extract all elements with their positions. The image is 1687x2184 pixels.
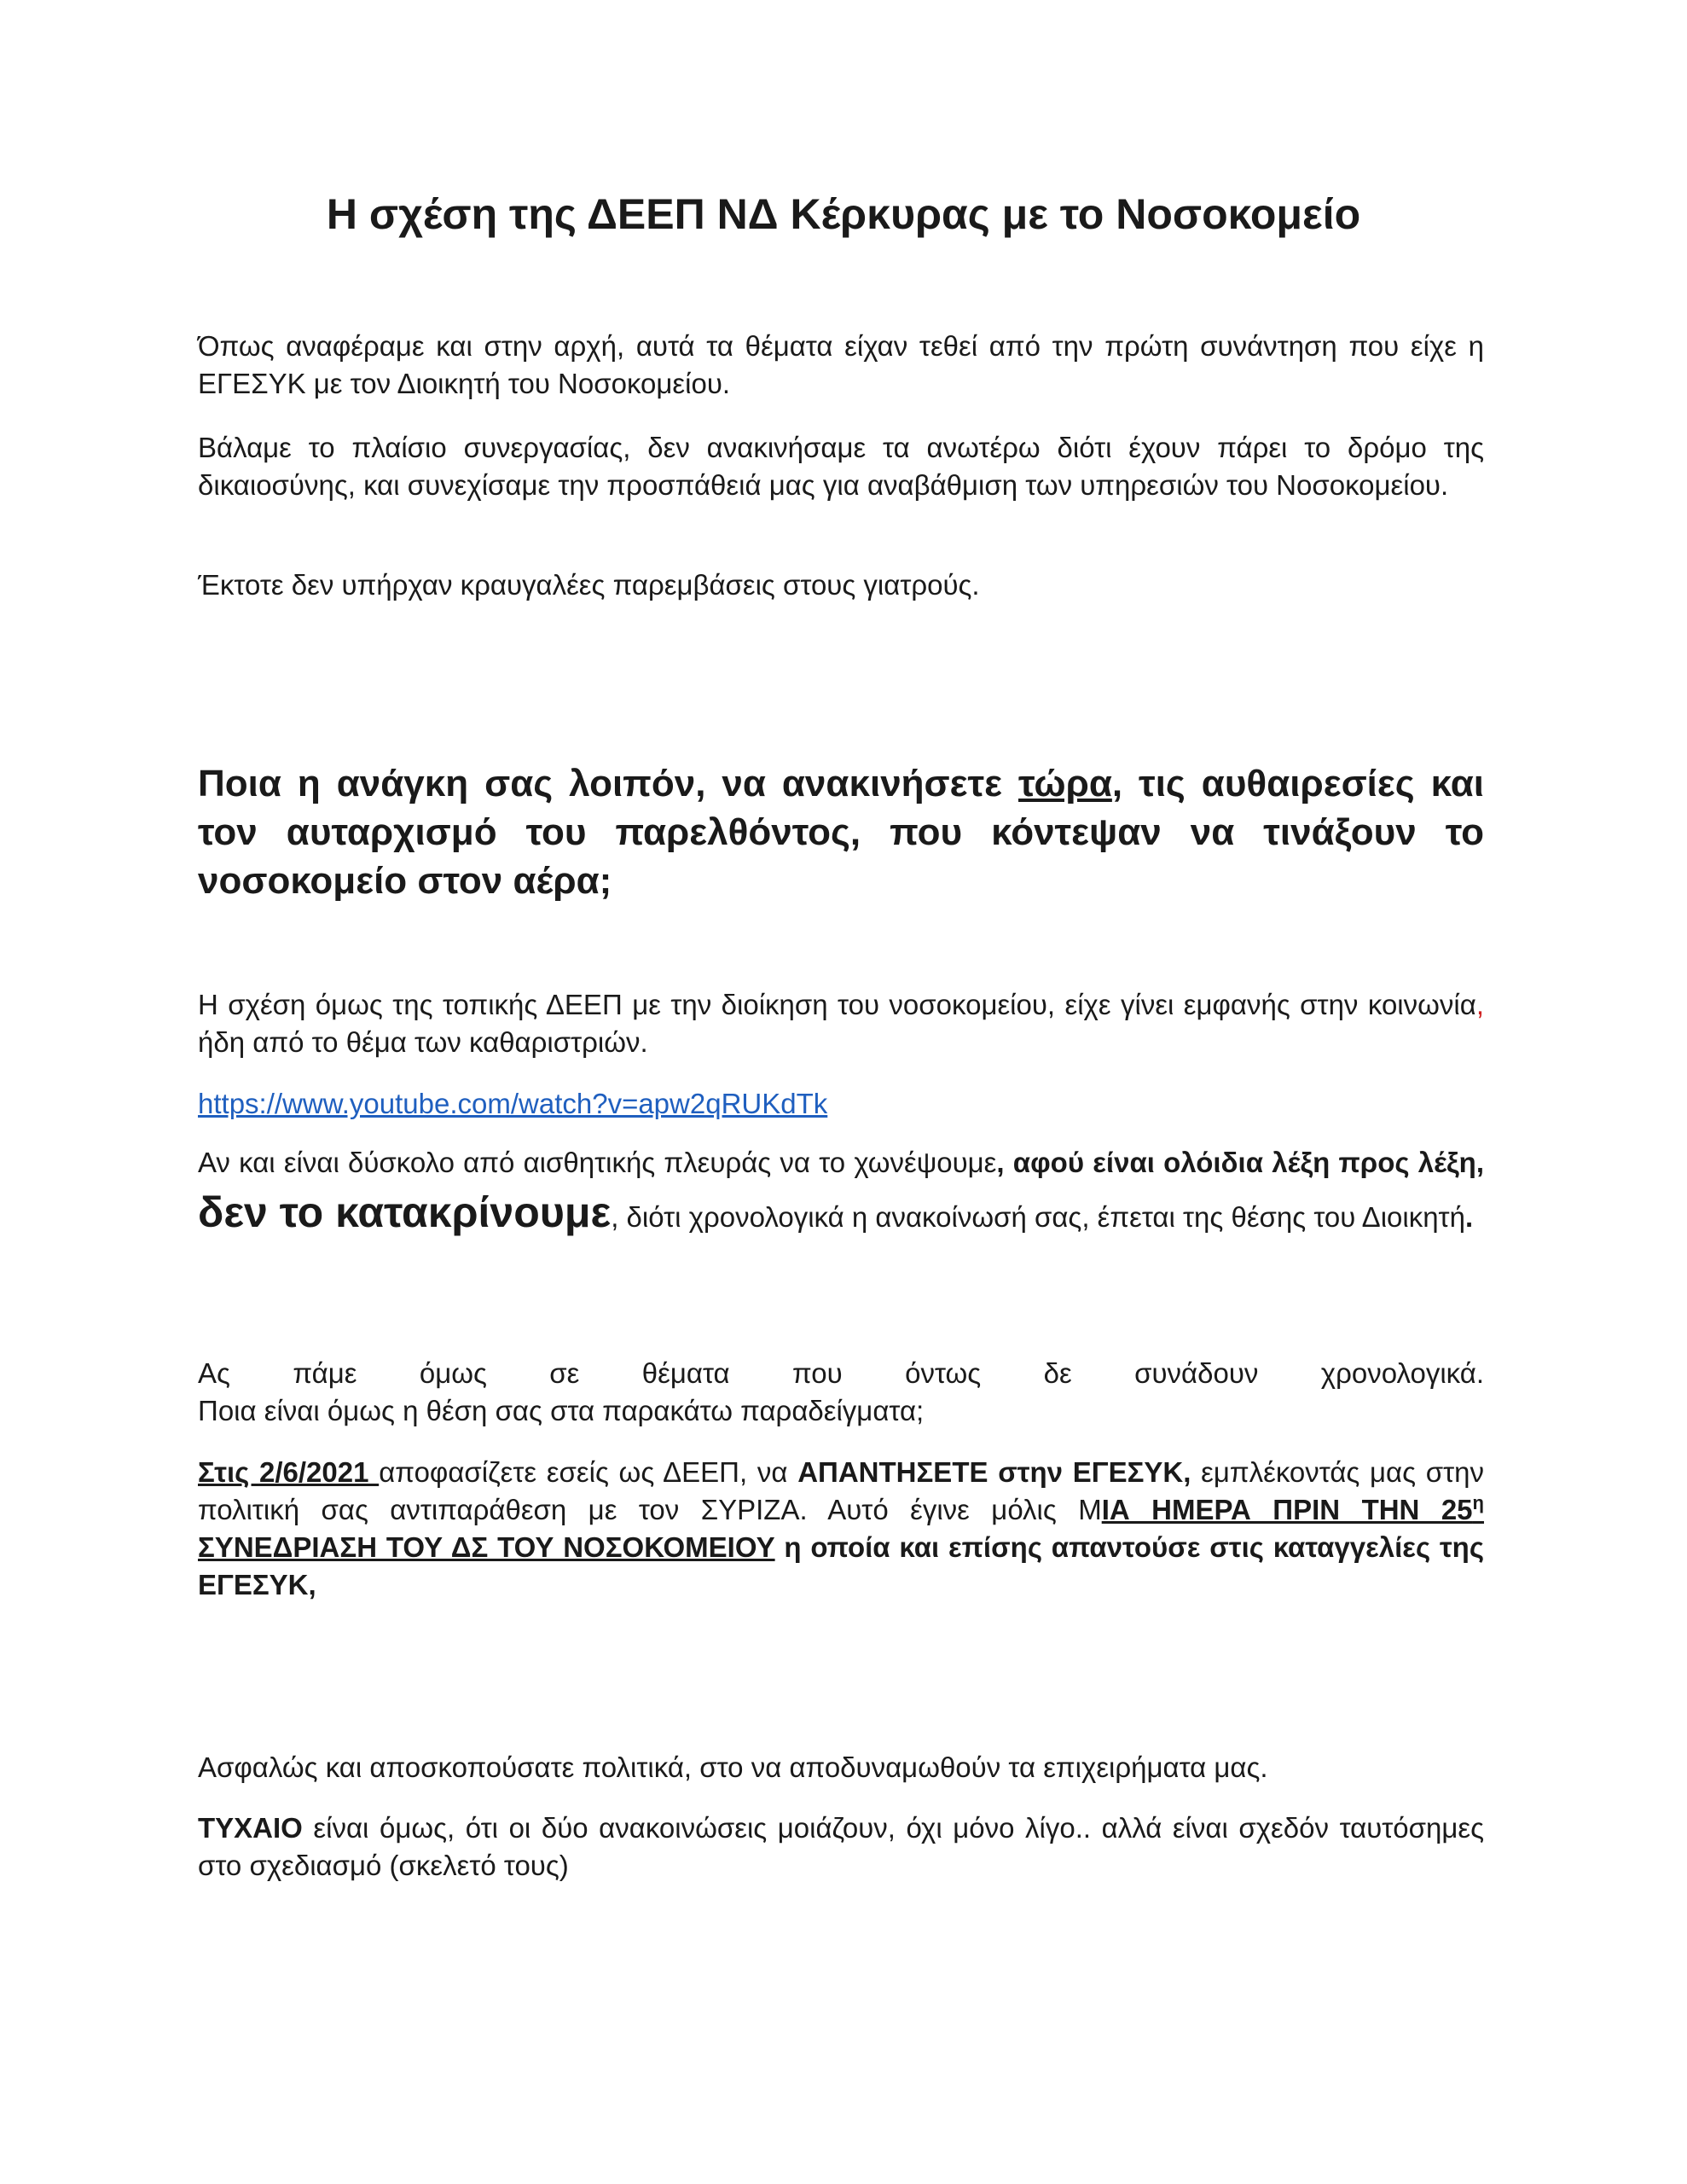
relationship-red-comma: , <box>1475 989 1484 1020</box>
youtube-link[interactable]: https://www.youtube.com/watch?v=apw2qRUKdTk <box>198 1088 828 1119</box>
ordinal-superscript: η <box>1472 1492 1484 1513</box>
june-text-d: εμπλέκοντάς μας στην πολιτική σας αντιπαράθεση με τον ΣΥΡΙΖΑ. Αυτό έγινε μόλις Μ <box>198 1456 1485 1525</box>
coincidence-emphasis: ΤΥΧΑΙΟ <box>198 1812 303 1844</box>
word-for-word-text-a: Αν και είναι δύσκολο από αισθητικής πλευράς να το χωνέψουμε <box>198 1147 997 1178</box>
not-condemn-emphasis: δεν το κατακρίνουμε <box>198 1188 612 1236</box>
link-paragraph <box>198 1085 1484 1123</box>
reply-emphasis: ΑΠΑΝΤΗΣΕΤΕ στην ΕΓΕΣΥΚ, <box>797 1456 1191 1488</box>
relationship-text-b: ήδη από το θέμα των καθαριστριών. <box>198 1026 648 1058</box>
word-for-word-period: . <box>1464 1201 1474 1233</box>
word-for-word-bold: , αφού είναι ολόιδια λέξη προς λέξη, <box>996 1147 1485 1178</box>
paragraph-political-aim: Ασφαλώς και αποσκοπούσατε πολιτικά, στο να αποδυναμωθούν τα επιχειρήματα μας. <box>198 1751 1268 1783</box>
board-meeting-text: ΣΥΝΕΔΡΙΑΣΗ ΤΟΥ ΔΣ ΤΟΥ ΝΟΣΟΚΟΜΕΙΟΥ <box>198 1531 775 1563</box>
page-title: Η σχέση της ΔΕΕΠ ΝΔ Κέρκυρας με το Νοσοκομείο <box>326 190 1361 238</box>
paragraph-relationship <box>198 986 1484 1061</box>
paragraph-june-response <box>198 1454 1484 1604</box>
heading-emphasis-now: τώρα <box>1018 763 1112 804</box>
date-emphasis: Στις 2/6/2021 <box>198 1456 380 1488</box>
paragraph-coincidence <box>198 1809 1484 1885</box>
relationship-text-a: Η σχέση όμως της τοπικής ΔΕΕΠ με την διοίκηση του νοσοκομείου, είχε γίνει εμφανής στην κοινωνία <box>198 989 1476 1020</box>
question-heading <box>198 759 1484 905</box>
paragraph-no-interventions: Έκτοτε δεν υπήρχαν κραυγαλέες παρεμβάσεις στους γιατρούς. <box>198 569 980 601</box>
june-text-g: η οποία και επίσης απαντούσε στις καταγγελίες της ΕΓΕΣΥΚ, <box>198 1531 1484 1600</box>
paragraph-chronology-line1: Ας πάμε όμως σε θέματα που όντως δε συνάδουν χρονολογικά. <box>198 1357 1484 1389</box>
paragraph-cooperation: Βάλαμε το πλαίσιο συνεργασίας, δεν ανακινήσαμε τα ανωτέρω διότι έχουν πάρει το δρόμο της δικαιοσύνης, και συνεχίσαμε την προσπάθειά μας για αναβάθμιση των υπηρεσιών του Νοσοκομείου. <box>198 432 1484 501</box>
word-for-word-text-d: , διότι χρονολογικά η ανακοίνωσή σας, έπεται της θέσης του Διοικητή <box>611 1201 1465 1233</box>
heading-part-c: , τις αυθαιρεσίες και τον αυταρχισμό του παρελθόντος, που κόντεψαν να τινάξουν το νοσοκομείο στον αέρα; <box>198 763 1484 902</box>
june-text-b: αποφασίζετε εσείς ως ΔΕΕΠ, να <box>379 1456 798 1488</box>
paragraph-word-for-word <box>198 1138 1484 1242</box>
one-day-before-text: ΙΑ ΗΜΕΡΑ ΠΡΙΝ ΤΗΝ 25 <box>1101 1494 1473 1525</box>
heading-part-a: Ποια η ανάγκη σας λοιπόν, να ανακινήσετε <box>198 763 1019 804</box>
paragraph-intro: Όπως αναφέραμε και στην αρχή, αυτά τα θέματα είχαν τεθεί από την πρώτη συνάντηση που είχε η ΕΓΕΣΥΚ με τον Διοικητή του Νοσοκομείου. <box>198 330 1484 399</box>
paragraph-chronology-line2: Ποια είναι όμως η θέση σας στα παρακάτω παραδείγματα; <box>198 1395 925 1426</box>
coincidence-text: είναι όμως, ότι οι δύο ανακοινώσεις μοιάζουν, όχι μόνο λίγο.. αλλά είναι σχεδόν ταυτόσημες στο σχεδιασμό (σκελετό τους) <box>198 1812 1484 1881</box>
